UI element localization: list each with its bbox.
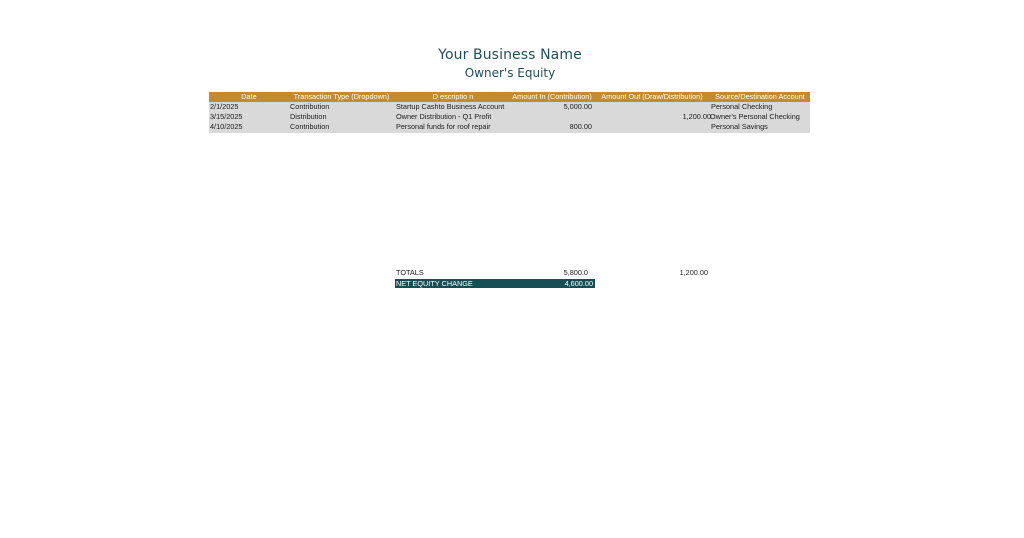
totals-row: [394, 268, 714, 278]
cell-amount-out[interactable]: [627, 122, 711, 132]
cell-amount-out[interactable]: [627, 102, 711, 112]
net-equity-label: NET EQUITY CHANGE: [396, 279, 473, 288]
table-row[interactable]: [209, 122, 810, 132]
column-header-amount-in[interactable]: Amount In (Contribution): [512, 92, 592, 101]
totals-amount-in[interactable]: 5,800.0: [563, 268, 588, 277]
sheet-subtitle: Owner's Equity: [464, 66, 556, 80]
cell-date[interactable]: 3/15/2025: [210, 112, 243, 121]
cell-date[interactable]: 2/1/2025: [210, 102, 239, 111]
cell-transaction-type[interactable]: Distribution: [290, 112, 327, 121]
column-header-account[interactable]: Source/Destination Account: [715, 92, 805, 101]
totals-amount-out[interactable]: 1,200.00: [679, 268, 708, 277]
net-equity-row: [395, 279, 595, 288]
cell-description[interactable]: Startup Cashto Business Account: [396, 102, 505, 111]
cell-description[interactable]: Owner Distribution - Q1 Profit: [396, 112, 492, 121]
cell-transaction-type[interactable]: Contribution: [290, 102, 330, 111]
column-header-transaction-type[interactable]: Transaction Type (Dropdown): [293, 92, 390, 101]
business-name-title: Your Business Name: [438, 47, 582, 63]
net-equity-value[interactable]: 4,600.00: [564, 279, 593, 288]
cell-account[interactable]: Personal Savings: [711, 122, 768, 131]
column-header-amount-out[interactable]: Amount Out (Draw/Distribution): [601, 92, 703, 101]
cell-date[interactable]: 4/10/2025: [210, 122, 243, 131]
table-row[interactable]: [209, 102, 810, 112]
cell-account[interactable]: Owner's Personal Checking: [710, 112, 800, 121]
column-header-date[interactable]: Date: [241, 92, 257, 101]
cell-transaction-type[interactable]: Contribution: [290, 122, 330, 131]
cell-account[interactable]: Personal Checking: [711, 102, 773, 111]
cell-amount-in[interactable]: [512, 112, 592, 122]
table-row[interactable]: [209, 112, 810, 122]
cell-description[interactable]: Personal funds for roof repair: [396, 122, 491, 131]
cell-amount-in[interactable]: 5,000.00: [563, 102, 592, 111]
totals-label: TOTALS: [396, 268, 424, 277]
column-header-description[interactable]: D escriptio n: [432, 92, 474, 101]
cell-amount-out[interactable]: 1,200.00: [682, 112, 711, 121]
cell-amount-in[interactable]: 800.00: [569, 122, 592, 131]
